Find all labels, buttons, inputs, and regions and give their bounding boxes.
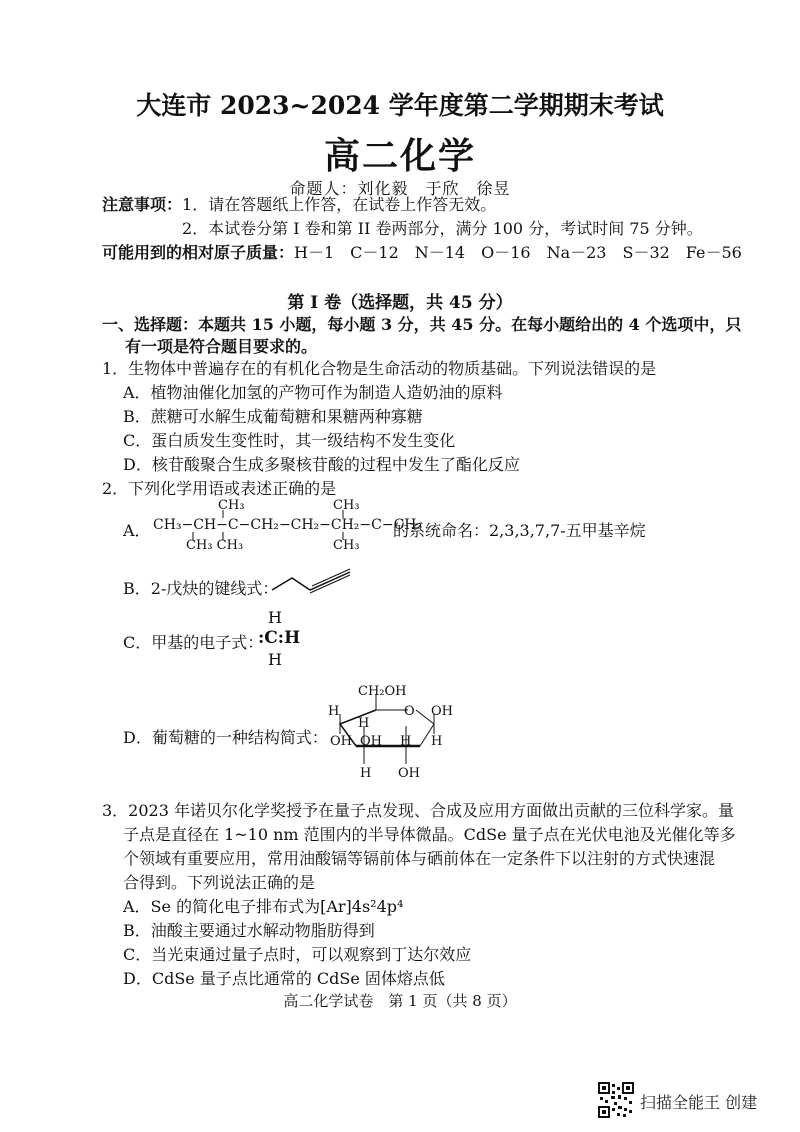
q2-a-main-chain: CH₃−CH−C−CH₂−CH₂−CH₂−C−CH₃ xyxy=(153,517,423,533)
glucose-h-c2: H xyxy=(400,734,412,749)
q3-option-a: A．Se 的简化电子排布式为[Ar]4s²4p⁴ xyxy=(123,897,404,916)
q1-option-d: D．核苷酸聚合生成多聚核苷酸的过程中发生了酯化反应 xyxy=(123,455,520,474)
q3-line-4: 合得到。下列说法正确的是 xyxy=(123,873,316,892)
skeletal-formula-icon xyxy=(270,568,360,598)
atomic-mass-line xyxy=(102,240,742,263)
glucose-oh-c2: OH xyxy=(398,766,420,781)
notice-item-2: 2．本试卷分第 I 卷和第 II 卷两部分，满分 100 分，考试时间 75 分钟。 xyxy=(182,219,703,238)
q3-option-d: D．CdSe 量子点比通常的 CdSe 固体熔点低 xyxy=(123,969,445,988)
atomic-mass-label: 可能用到的相对原子质量： xyxy=(102,243,295,262)
q2-a-methyl-bottom-1: CH₃ CH₃ xyxy=(186,538,244,553)
scanner-badge-text: 扫描全能王 创建 xyxy=(640,1093,758,1112)
q2-c-methyl-center: :C:H xyxy=(258,628,301,648)
q3-option-c: C．当光束通过量子点时，可以观察到丁达尔效应 xyxy=(123,945,472,964)
q3-line-3: 个领域有重要应用，常用油酸镉等镉前体与硒前体在一定条件下以注射的方式快速混 xyxy=(123,849,716,868)
glucose-h-c1: H xyxy=(431,734,443,749)
glucose-oh-c4: OH xyxy=(330,734,352,749)
q2-option-a-text: 的系统命名：2,3,3,7,7-五甲基辛烷 xyxy=(393,521,646,540)
q3-line-1: 3．2023 年诺贝尔化学奖授予在量子点发现、合成及应用方面做出贡献的三位科学家。量 xyxy=(102,801,734,820)
q1-option-a: A．植物油催化加氢的产物可作为制造人造奶油的原料 xyxy=(123,383,503,402)
qr-code-icon xyxy=(598,1082,634,1118)
authors: 命题人：刘化毅 于欣 徐昱 xyxy=(289,179,511,198)
glucose-h-c5: H xyxy=(328,704,340,719)
q1-stem: 1．生物体中普遍存在的有机化合物是生命活动的物质基础。下列说法错误的是 xyxy=(102,359,657,378)
q2-a-methyl-top-1: CH₃ xyxy=(218,498,245,513)
q2-a-methyl-top-2: CH₃ xyxy=(333,498,360,513)
glucose-oh-c1: OH xyxy=(431,704,453,719)
glucose-ch2oh: CH₂OH xyxy=(358,684,407,699)
q1-option-c: C．蛋白质发生变性时，其一级结构不发生变化 xyxy=(123,431,456,450)
q2-option-d-text: D．葡萄糖的一种结构简式： xyxy=(123,728,328,747)
q2-stem: 2．下列化学用语或表述正确的是 xyxy=(102,479,337,498)
q2-a-methyl-bottom-2: CH₃ xyxy=(333,538,360,553)
page-footer: 高二化学试卷 第 1 页（共 8 页） xyxy=(283,992,517,1010)
glucose-oh-c3: OH xyxy=(360,734,382,749)
q3-option-b: B．油酸主要通过水解动物脂肪得到 xyxy=(123,921,375,940)
section-heading: 第 I 卷（选择题，共 45 分） xyxy=(287,293,513,313)
glucose-h-c4: H xyxy=(358,716,370,731)
exam-title: 大连市 2023~2024 学年度第二学期期末考试 xyxy=(136,91,664,120)
q2-option-b-text: B．2-戊炔的键线式： xyxy=(123,579,279,598)
section-instruction-2: 有一项是符合题目要求的。 xyxy=(125,337,318,356)
atomic-mass-values: H－1 C－12 N－14 O－16 Na－23 S－32 Fe－56 xyxy=(294,243,742,262)
notice-item-1: 1．请在答题纸上作答，在试卷上作答无效。 xyxy=(182,195,497,214)
notice-label: 注意事项： xyxy=(102,195,183,214)
q2-c-h-bottom: H xyxy=(268,650,282,669)
q2-option-a-label: A． xyxy=(123,521,151,540)
glucose-h-c3: H xyxy=(360,766,372,781)
notice-line-1 xyxy=(102,192,496,215)
q2-a-bond-lines xyxy=(180,508,360,542)
q2-option-c-text: C．甲基的电子式： xyxy=(123,633,264,652)
q1-option-b: B．蔗糖可水解生成葡萄糖和果糖两种寡糖 xyxy=(123,407,423,426)
q3-line-2: 子点是直径在 1~10 nm 范围内的半导体微晶。CdSe 量子点在光伏电池及光催化等多 xyxy=(123,825,736,844)
subject-title: 高二化学 xyxy=(323,135,476,177)
glucose-ring-oxygen: O xyxy=(404,704,415,719)
q2-c-h-top: H xyxy=(268,608,282,627)
section-instruction-1: 一、选择题：本题共 15 小题，每小题 3 分，共 45 分。在每小题给出的 4 个选项中，只 xyxy=(102,315,742,334)
